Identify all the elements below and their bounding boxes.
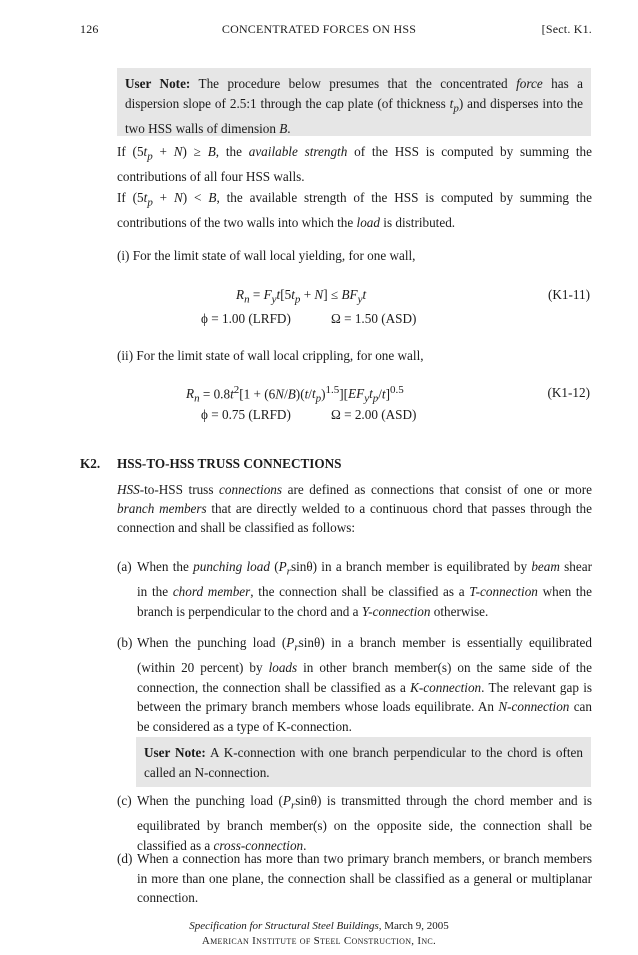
user-note-n-connection: User Note: A K-connection with one branch perpendicular to the chord is often called an N-connection. [136,737,591,787]
phi-lrfd: ϕ = 1.00 (LRFD) [201,311,291,326]
paragraph-four-walls: If $(5t_p + N) \ge B$, the available strength of the HSS is computed by summing the contributions of all four HSS walls. [117,144,593,184]
omega-asd: Ω = 1.50 (ASD) [331,311,417,326]
footer-spec: Specification for Structural Steel Buildings, March 9, 2005 [189,920,449,932]
list-item-c: (c) When the punching load $(P_r\sin\theta)$ is transmitted through the chord member and is equilibrated by branch member(s) on the opposite side, the connection shall be classified as a cross-connection. [117,793,592,853]
phi-lrfd: ϕ = 0.75 (LRFD) [201,407,291,422]
equation-k1-12: $R_n = 0.8t^2[1 + (6N/B)(t/t_p)^{1.5}][EF_yt_p/t]^{0.5}$ [186,384,404,406]
omega-asd: Ω = 2.00 (ASD) [331,407,417,422]
user-note-label: User Note: [144,745,206,760]
user-note-dispersion: User Note: The procedure below presumes that the concentrated force has a dispersion slope of 2.5:1 through the cap plate (of thickness $t_p$) and disperses into the two HSS walls of dimension B. [117,68,591,136]
section-title: HSS-TO-HSS TRUSS CONNECTIONS [117,456,342,471]
equation-number: (K1-11) [548,287,590,302]
running-title: CONCENTRATED FORCES ON HSS [221,22,417,36]
list-item-d: (d) When a connection has more than two primary branch members, or branch members in more than one plane, the connection shall be classified as a general or multiplanar connection. [117,851,592,905]
section-intro: HSS-to-HSS truss connections are defined as connections that consist of one or more branch members that are directly welded to a continuous chord that passes through the connection and shall be classified as follows: [117,482,592,535]
paragraph-two-walls: If $(5t_p + N) < B$, the available strength of the HSS is computed by summing the contributions of the two walls into which the load is distributed. [117,190,592,230]
footer-organization: American Institute of Steel Construction, Inc. [201,935,437,947]
section-reference: [Sect. K1. [541,22,592,36]
limit-state-yielding: (i) For the limit state of wall local yielding, for one wall, [117,248,416,263]
user-note-label: User Note: [125,76,191,91]
list-item-b: (b) When the punching load $(P_r\sin\theta)$ in a branch member is essentially equilibrated (within 20 percent) by loads in other branch member(s) on the same side of the connection, the connection shall be classified as a K-connection. The relevant gap is between the primary branch members whose loads equilibrate. An N-connection can be considered as a type of K-connection. [117,635,592,734]
equation-k1-11: $R_n = F_yt[5t_p + N] \le BF_yt$ [236,287,367,306]
page-number: 126 [80,22,99,36]
equation-number: (K1-12) [547,385,590,400]
list-item-a: (a) When the punching load $(P_r\sin\theta)$ in a branch member is equilibrated by beam shear in the chord member, the connection shall be classified as a T-connection when the branch is perpendicular to the chord and a Y-connection otherwise. [117,559,592,619]
limit-state-crippling: (ii) For the limit state of wall local crippling, for one wall, [117,348,424,363]
section-number: K2. [80,456,101,471]
